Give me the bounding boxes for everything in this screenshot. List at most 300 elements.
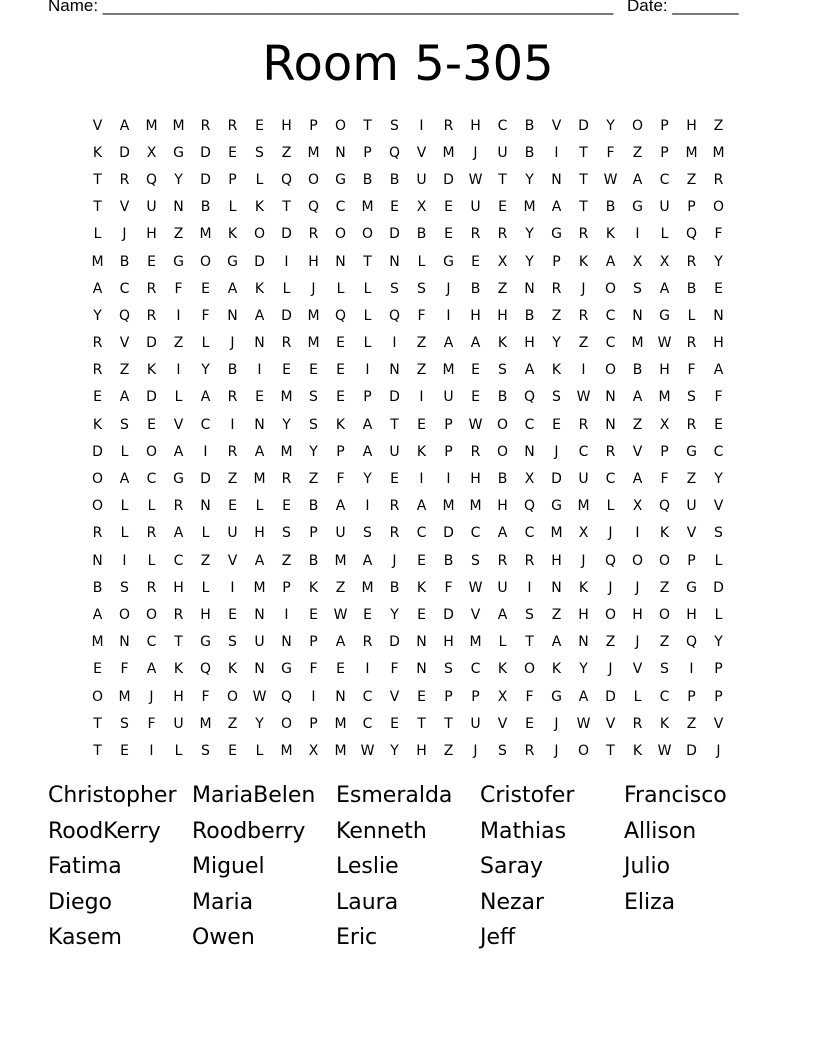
grid-letter[interactable]: H — [173, 579, 184, 596]
grid-letter[interactable]: I — [311, 688, 316, 705]
grid-letter[interactable]: J — [554, 715, 559, 732]
grid-letter[interactable]: C — [659, 688, 670, 705]
grid-letter[interactable]: K — [659, 715, 670, 732]
grid-letter[interactable]: T — [93, 171, 102, 188]
grid-letter[interactable]: R — [713, 171, 724, 188]
grid-letter[interactable]: Z — [173, 335, 184, 352]
grid-letter[interactable]: T — [363, 117, 372, 134]
grid-letter[interactable]: R — [173, 606, 184, 623]
grid-letter[interactable]: Y — [390, 742, 399, 759]
grid-letter[interactable]: I — [365, 661, 370, 678]
grid-letter[interactable]: E — [255, 389, 264, 406]
grid-letter[interactable]: M — [442, 144, 455, 161]
grid-letter[interactable]: P — [660, 144, 669, 161]
grid-letter[interactable]: P — [660, 117, 669, 134]
grid-letter[interactable]: Z — [632, 416, 643, 433]
grid-letter[interactable]: A — [362, 416, 373, 433]
grid-letter[interactable]: V — [119, 199, 130, 216]
grid-letter[interactable]: U — [443, 389, 454, 406]
grid-letter[interactable]: K — [92, 416, 103, 433]
grid-letter[interactable]: W — [468, 171, 483, 188]
grid-letter[interactable]: P — [282, 579, 291, 596]
grid-letter[interactable]: W — [252, 688, 267, 705]
grid-letter[interactable]: N — [335, 144, 346, 161]
grid-letter[interactable]: S — [417, 280, 426, 297]
grid-letter[interactable]: E — [471, 362, 480, 379]
grid-letter[interactable]: Z — [686, 715, 697, 732]
grid-letter[interactable]: O — [361, 226, 374, 243]
grid-letter[interactable]: P — [228, 171, 237, 188]
grid-letter[interactable]: S — [471, 552, 480, 569]
grid-letter[interactable]: L — [120, 525, 129, 542]
grid-letter[interactable]: A — [92, 280, 103, 297]
grid-letter[interactable]: C — [659, 171, 670, 188]
grid-letter[interactable]: Z — [686, 471, 697, 488]
grid-letter[interactable]: K — [416, 443, 427, 460]
grid-letter[interactable]: X — [308, 742, 319, 759]
grid-letter[interactable]: A — [605, 253, 616, 270]
grid-letter[interactable]: Z — [578, 335, 589, 352]
grid-letter[interactable]: M — [253, 579, 266, 596]
grid-letter[interactable]: Z — [173, 226, 184, 243]
grid-letter[interactable]: V — [713, 498, 724, 515]
grid-letter[interactable]: O — [91, 471, 104, 488]
grid-letter[interactable]: R — [470, 443, 481, 460]
grid-letter[interactable]: H — [713, 335, 724, 352]
grid-letter[interactable]: R — [497, 552, 508, 569]
grid-letter[interactable]: I — [176, 307, 181, 324]
grid-letter[interactable]: U — [173, 715, 184, 732]
grid-letter[interactable]: Y — [309, 443, 318, 460]
grid-letter[interactable]: Z — [416, 362, 427, 379]
grid-letter[interactable]: A — [254, 307, 265, 324]
grid-letter[interactable]: H — [470, 307, 481, 324]
grid-letter[interactable]: R — [578, 226, 589, 243]
grid-letter[interactable]: G — [281, 661, 292, 678]
grid-letter[interactable]: R — [173, 498, 184, 515]
grid-letter[interactable]: I — [554, 144, 559, 161]
grid-letter[interactable]: B — [686, 280, 697, 297]
grid-letter[interactable]: A — [497, 525, 508, 542]
grid-letter[interactable]: N — [200, 498, 211, 515]
grid-letter[interactable]: F — [147, 715, 156, 732]
grid-letter[interactable]: E — [444, 226, 453, 243]
grid-letter[interactable]: J — [554, 443, 559, 460]
grid-letter[interactable]: S — [309, 389, 318, 406]
grid-letter[interactable]: B — [497, 471, 508, 488]
grid-letter[interactable]: H — [659, 362, 670, 379]
grid-letter[interactable]: O — [658, 552, 671, 569]
grid-letter[interactable]: Q — [685, 226, 698, 243]
grid-letter[interactable]: A — [173, 443, 184, 460]
grid-letter[interactable]: M — [172, 117, 185, 134]
grid-letter[interactable]: M — [631, 335, 644, 352]
grid-letter[interactable]: P — [363, 144, 372, 161]
grid-letter[interactable]: M — [523, 199, 536, 216]
grid-letter[interactable]: P — [309, 525, 318, 542]
grid-letter[interactable]: J — [608, 525, 613, 542]
grid-letter[interactable]: I — [689, 661, 694, 678]
grid-letter[interactable]: Q — [604, 552, 617, 569]
grid-letter[interactable]: P — [309, 715, 318, 732]
grid-letter[interactable]: O — [118, 606, 131, 623]
grid-letter[interactable]: D — [389, 389, 400, 406]
grid-letter[interactable]: B — [470, 280, 481, 297]
grid-letter[interactable]: J — [473, 144, 478, 161]
grid-letter[interactable]: T — [174, 634, 183, 651]
grid-letter[interactable]: R — [92, 362, 103, 379]
grid-letter[interactable]: T — [579, 144, 588, 161]
grid-letter[interactable]: C — [470, 525, 481, 542]
grid-letter[interactable]: U — [389, 443, 400, 460]
grid-letter[interactable]: I — [419, 389, 424, 406]
grid-letter[interactable]: W — [468, 416, 483, 433]
grid-letter[interactable]: A — [119, 389, 130, 406]
grid-letter[interactable]: A — [362, 443, 373, 460]
grid-letter[interactable]: Q — [334, 307, 347, 324]
grid-letter[interactable]: T — [93, 199, 102, 216]
grid-letter[interactable]: M — [658, 389, 671, 406]
grid-letter[interactable]: U — [254, 634, 265, 651]
grid-letter[interactable]: U — [578, 471, 589, 488]
grid-letter[interactable]: Q — [388, 307, 401, 324]
grid-letter[interactable]: A — [659, 280, 670, 297]
grid-letter[interactable]: L — [363, 280, 372, 297]
grid-letter[interactable]: E — [471, 389, 480, 406]
grid-letter[interactable]: J — [554, 742, 559, 759]
grid-letter[interactable]: R — [497, 226, 508, 243]
grid-letter[interactable]: T — [417, 715, 426, 732]
grid-letter[interactable]: Q — [388, 144, 401, 161]
grid-letter[interactable]: N — [335, 253, 346, 270]
grid-letter[interactable]: Q — [280, 171, 293, 188]
grid-letter[interactable]: L — [147, 552, 156, 569]
grid-letter[interactable]: I — [446, 307, 451, 324]
grid-letter[interactable]: M — [280, 443, 293, 460]
grid-letter[interactable]: K — [146, 362, 157, 379]
grid-letter[interactable]: W — [333, 606, 348, 623]
grid-letter[interactable]: A — [632, 471, 643, 488]
grid-letter[interactable]: D — [551, 471, 562, 488]
grid-letter[interactable]: C — [146, 471, 157, 488]
grid-letter[interactable]: O — [577, 742, 590, 759]
grid-letter[interactable]: Q — [685, 634, 698, 651]
grid-letter[interactable]: K — [578, 253, 589, 270]
grid-letter[interactable]: B — [200, 199, 211, 216]
grid-letter[interactable]: V — [551, 117, 562, 134]
grid-letter[interactable]: D — [443, 606, 454, 623]
grid-letter[interactable]: N — [389, 362, 400, 379]
grid-letter[interactable]: Y — [714, 253, 723, 270]
grid-letter[interactable]: O — [226, 688, 239, 705]
grid-letter[interactable]: R — [605, 443, 616, 460]
grid-letter[interactable]: E — [228, 606, 237, 623]
grid-letter[interactable]: Z — [605, 634, 616, 651]
grid-letter[interactable]: W — [576, 389, 591, 406]
grid-letter[interactable]: F — [606, 144, 615, 161]
grid-letter[interactable]: C — [605, 335, 616, 352]
grid-letter[interactable]: A — [254, 443, 265, 460]
grid-letter[interactable]: L — [417, 253, 426, 270]
grid-letter[interactable]: N — [254, 606, 265, 623]
grid-letter[interactable]: J — [608, 579, 613, 596]
grid-letter[interactable]: B — [416, 226, 427, 243]
grid-letter[interactable]: L — [606, 498, 615, 515]
grid-letter[interactable]: B — [389, 171, 400, 188]
grid-letter[interactable]: S — [309, 416, 318, 433]
grid-letter[interactable]: U — [470, 199, 481, 216]
grid-letter[interactable]: A — [443, 335, 454, 352]
grid-letter[interactable]: Z — [416, 335, 427, 352]
grid-letter[interactable]: D — [578, 117, 589, 134]
grid-letter[interactable]: A — [632, 171, 643, 188]
grid-letter[interactable]: V — [416, 144, 427, 161]
grid-letter[interactable]: E — [471, 253, 480, 270]
grid-letter[interactable]: L — [336, 280, 345, 297]
grid-letter[interactable]: X — [659, 416, 670, 433]
grid-letter[interactable]: X — [524, 471, 535, 488]
grid-letter[interactable]: P — [552, 253, 561, 270]
grid-letter[interactable]: M — [334, 552, 347, 569]
grid-letter[interactable]: O — [91, 688, 104, 705]
grid-letter[interactable]: Y — [606, 117, 615, 134]
grid-letter[interactable]: U — [659, 199, 670, 216]
grid-letter[interactable]: E — [228, 742, 237, 759]
grid-letter[interactable]: Y — [390, 606, 399, 623]
grid-letter[interactable]: R — [119, 171, 130, 188]
grid-letter[interactable]: F — [201, 307, 210, 324]
grid-letter[interactable]: T — [93, 742, 102, 759]
grid-letter[interactable]: C — [497, 117, 508, 134]
grid-letter[interactable]: G — [227, 253, 238, 270]
grid-letter[interactable]: F — [174, 280, 183, 297]
grid-letter[interactable]: R — [578, 307, 589, 324]
grid-letter[interactable]: B — [92, 579, 103, 596]
grid-letter[interactable]: H — [443, 634, 454, 651]
grid-letter[interactable]: F — [120, 661, 129, 678]
grid-letter[interactable]: N — [605, 389, 616, 406]
grid-letter[interactable]: O — [496, 416, 509, 433]
grid-letter[interactable]: A — [632, 389, 643, 406]
grid-letter[interactable]: M — [577, 498, 590, 515]
grid-letter[interactable]: M — [145, 117, 158, 134]
grid-letter[interactable]: F — [660, 471, 669, 488]
grid-letter[interactable]: Q — [523, 389, 536, 406]
grid-letter[interactable]: S — [120, 715, 129, 732]
grid-letter[interactable]: N — [524, 280, 535, 297]
grid-letter[interactable]: Z — [281, 144, 292, 161]
grid-letter[interactable]: I — [284, 253, 289, 270]
grid-letter[interactable]: D — [443, 525, 454, 542]
grid-letter[interactable]: M — [280, 389, 293, 406]
grid-letter[interactable]: O — [91, 498, 104, 515]
grid-letter[interactable]: T — [579, 199, 588, 216]
grid-letter[interactable]: A — [524, 362, 535, 379]
grid-letter[interactable]: K — [632, 742, 643, 759]
grid-letter[interactable]: P — [687, 552, 696, 569]
grid-letter[interactable]: Y — [282, 416, 291, 433]
grid-letter[interactable]: I — [635, 226, 640, 243]
grid-letter[interactable]: D — [281, 307, 292, 324]
grid-letter[interactable]: T — [363, 253, 372, 270]
grid-letter[interactable]: J — [473, 742, 478, 759]
grid-letter[interactable]: R — [200, 117, 211, 134]
grid-letter[interactable]: N — [632, 307, 643, 324]
grid-letter[interactable]: U — [497, 579, 508, 596]
grid-letter[interactable]: D — [146, 389, 157, 406]
grid-letter[interactable]: M — [307, 144, 320, 161]
grid-letter[interactable]: O — [199, 253, 212, 270]
grid-letter[interactable]: A — [200, 389, 211, 406]
grid-letter[interactable]: M — [199, 715, 212, 732]
grid-letter[interactable]: R — [362, 634, 373, 651]
grid-letter[interactable]: V — [470, 606, 481, 623]
grid-letter[interactable]: X — [146, 144, 157, 161]
grid-letter[interactable]: I — [635, 525, 640, 542]
grid-letter[interactable]: A — [146, 661, 157, 678]
grid-letter[interactable]: A — [119, 471, 130, 488]
grid-letter[interactable]: P — [363, 389, 372, 406]
grid-letter[interactable]: Y — [525, 226, 534, 243]
grid-letter[interactable]: Z — [497, 280, 508, 297]
grid-letter[interactable]: S — [363, 525, 372, 542]
grid-letter[interactable]: L — [633, 688, 642, 705]
grid-letter[interactable]: P — [687, 688, 696, 705]
grid-letter[interactable]: H — [497, 498, 508, 515]
grid-letter[interactable]: R — [308, 226, 319, 243]
grid-letter[interactable]: N — [605, 416, 616, 433]
grid-letter[interactable]: R — [92, 525, 103, 542]
grid-letter[interactable]: F — [714, 226, 723, 243]
grid-letter[interactable]: O — [307, 171, 320, 188]
grid-letter[interactable]: V — [632, 661, 643, 678]
grid-letter[interactable]: V — [389, 688, 400, 705]
grid-letter[interactable]: N — [92, 552, 103, 569]
grid-letter[interactable]: X — [497, 253, 508, 270]
grid-letter[interactable]: C — [335, 199, 346, 216]
grid-letter[interactable]: J — [608, 661, 613, 678]
grid-letter[interactable]: Y — [174, 171, 183, 188]
grid-letter[interactable]: D — [605, 688, 616, 705]
grid-letter[interactable]: B — [524, 144, 535, 161]
grid-letter[interactable]: S — [714, 525, 723, 542]
grid-letter[interactable]: P — [687, 199, 696, 216]
grid-letter[interactable]: S — [444, 661, 453, 678]
grid-letter[interactable]: U — [335, 525, 346, 542]
grid-letter[interactable]: N — [578, 634, 589, 651]
grid-letter[interactable]: A — [578, 688, 589, 705]
grid-letter[interactable]: F — [390, 661, 399, 678]
grid-letter[interactable]: H — [470, 117, 481, 134]
grid-letter[interactable]: S — [390, 280, 399, 297]
grid-letter[interactable]: V — [173, 416, 184, 433]
grid-letter[interactable]: X — [632, 498, 643, 515]
grid-letter[interactable]: P — [309, 634, 318, 651]
grid-letter[interactable]: O — [604, 280, 617, 297]
grid-letter[interactable]: N — [416, 661, 427, 678]
grid-letter[interactable]: P — [309, 117, 318, 134]
grid-letter[interactable]: N — [551, 171, 562, 188]
grid-letter[interactable]: J — [122, 226, 127, 243]
grid-letter[interactable]: U — [416, 171, 427, 188]
grid-letter[interactable]: C — [119, 280, 130, 297]
grid-letter[interactable]: C — [146, 634, 157, 651]
grid-letter[interactable]: M — [469, 634, 482, 651]
grid-letter[interactable]: R — [389, 498, 400, 515]
grid-letter[interactable]: E — [417, 552, 426, 569]
grid-letter[interactable]: D — [686, 742, 697, 759]
grid-letter[interactable]: Z — [551, 307, 562, 324]
grid-letter[interactable]: I — [527, 579, 532, 596]
grid-letter[interactable]: N — [227, 307, 238, 324]
grid-letter[interactable]: E — [714, 280, 723, 297]
grid-letter[interactable]: M — [253, 471, 266, 488]
grid-letter[interactable]: M — [91, 253, 104, 270]
grid-letter[interactable]: M — [307, 335, 320, 352]
grid-letter[interactable]: N — [254, 416, 265, 433]
grid-letter[interactable]: Y — [714, 634, 723, 651]
grid-letter[interactable]: P — [714, 661, 723, 678]
grid-letter[interactable]: K — [173, 661, 184, 678]
grid-letter[interactable]: E — [282, 498, 291, 515]
grid-letter[interactable]: L — [120, 443, 129, 460]
grid-letter[interactable]: Z — [335, 579, 346, 596]
grid-letter[interactable]: L — [714, 606, 723, 623]
grid-letter[interactable]: Q — [118, 307, 131, 324]
grid-letter[interactable]: G — [443, 253, 454, 270]
grid-letter[interactable]: S — [282, 525, 291, 542]
grid-letter[interactable]: E — [363, 606, 372, 623]
grid-letter[interactable]: M — [469, 498, 482, 515]
grid-letter[interactable]: N — [119, 634, 130, 651]
grid-letter[interactable]: R — [281, 335, 292, 352]
grid-letter[interactable]: E — [201, 280, 210, 297]
grid-letter[interactable]: E — [147, 253, 156, 270]
grid-letter[interactable]: V — [632, 443, 643, 460]
grid-letter[interactable]: T — [282, 199, 291, 216]
grid-letter[interactable]: T — [390, 416, 399, 433]
grid-letter[interactable]: J — [446, 280, 451, 297]
grid-letter[interactable]: T — [444, 715, 453, 732]
grid-letter[interactable]: R — [146, 280, 157, 297]
grid-letter[interactable]: H — [308, 253, 319, 270]
grid-letter[interactable]: J — [230, 335, 235, 352]
grid-letter[interactable]: H — [686, 606, 697, 623]
grid-letter[interactable]: C — [713, 443, 724, 460]
grid-letter[interactable]: H — [281, 117, 292, 134]
grid-letter[interactable]: P — [444, 688, 453, 705]
grid-letter[interactable]: E — [552, 416, 561, 433]
grid-letter[interactable]: X — [632, 253, 643, 270]
grid-letter[interactable]: S — [120, 416, 129, 433]
grid-letter[interactable]: Y — [714, 471, 723, 488]
grid-letter[interactable]: D — [200, 144, 211, 161]
grid-letter[interactable]: W — [657, 335, 672, 352]
grid-letter[interactable]: D — [443, 171, 454, 188]
grid-letter[interactable]: D — [254, 253, 265, 270]
grid-letter[interactable]: E — [228, 498, 237, 515]
grid-letter[interactable]: K — [551, 362, 562, 379]
grid-letter[interactable]: O — [631, 117, 644, 134]
grid-letter[interactable]: C — [470, 661, 481, 678]
grid-letter[interactable]: S — [498, 742, 507, 759]
grid-letter[interactable]: Q — [307, 199, 320, 216]
grid-letter[interactable]: F — [687, 362, 696, 379]
grid-letter[interactable]: O — [253, 226, 266, 243]
grid-letter[interactable]: R — [470, 226, 481, 243]
grid-letter[interactable]: J — [392, 552, 397, 569]
grid-letter[interactable]: Z — [308, 471, 319, 488]
